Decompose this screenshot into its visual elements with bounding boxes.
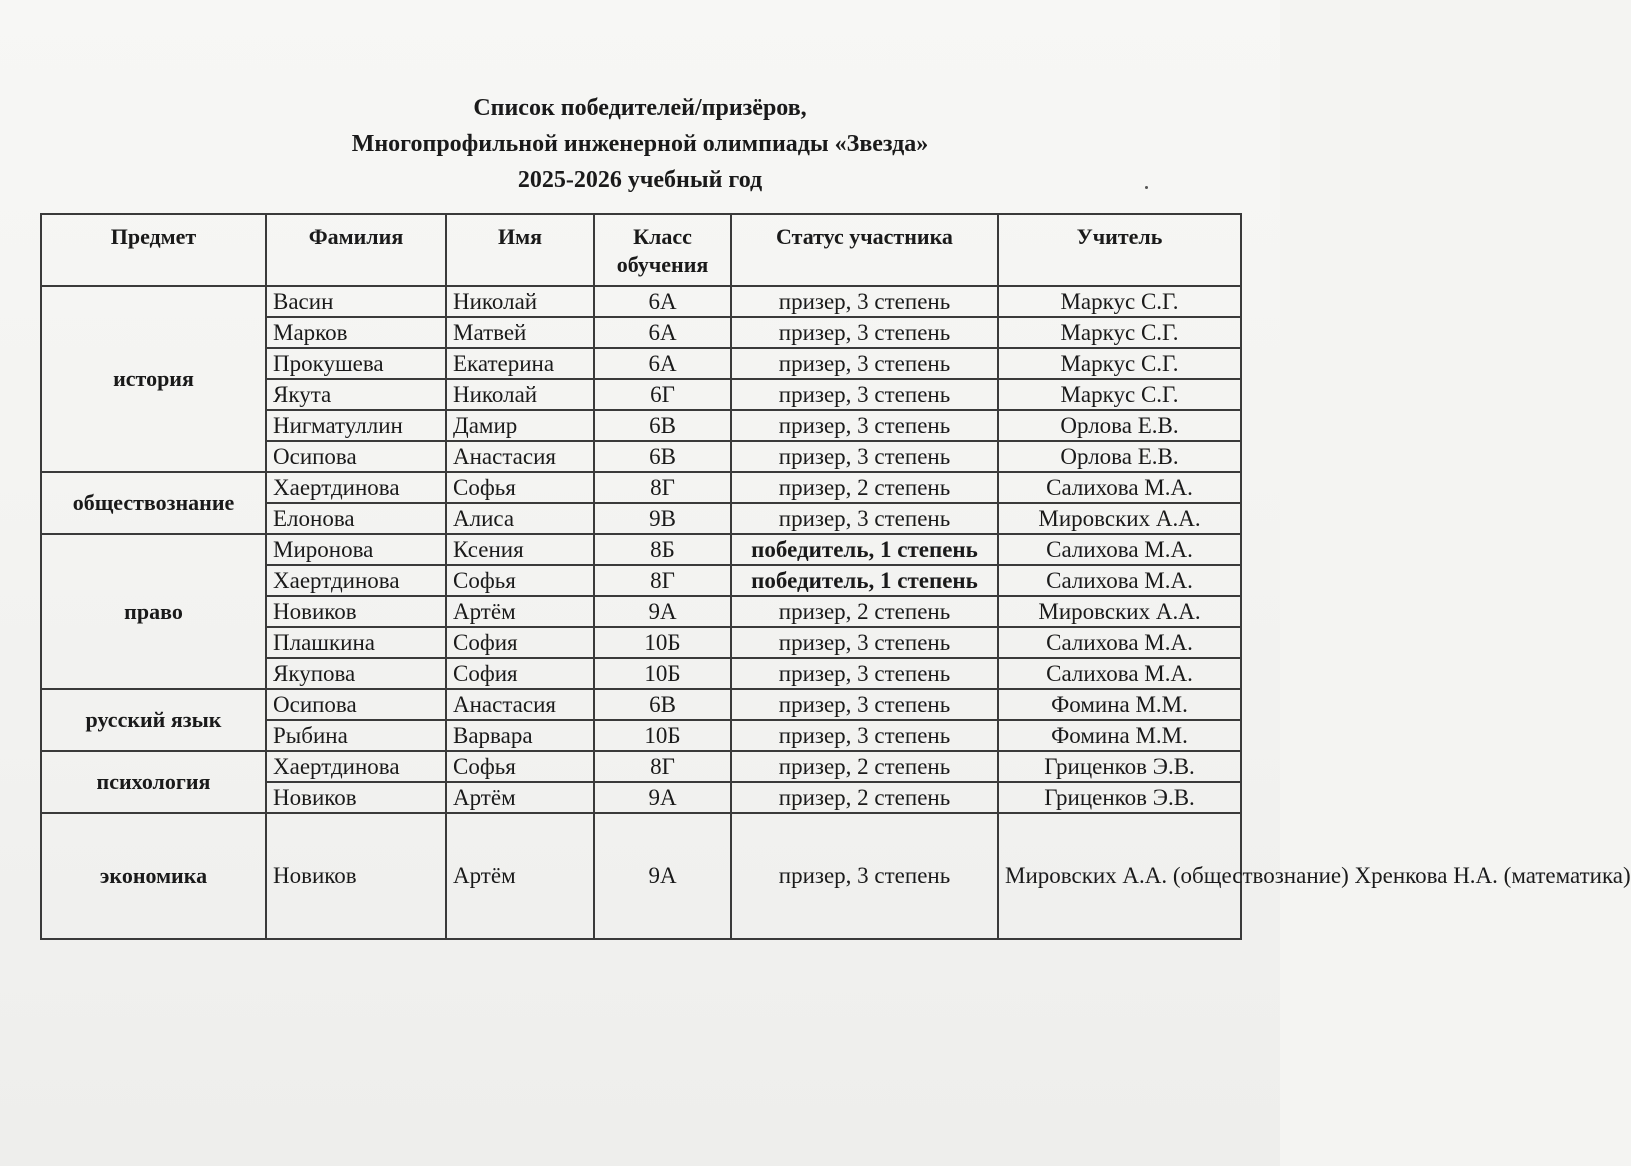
teacher-cell: Фомина М.М.: [998, 689, 1241, 720]
last-name-cell: Осипова: [266, 441, 446, 472]
header-teacher: Учитель: [998, 214, 1241, 286]
teacher-cell: Фомина М.М.: [998, 720, 1241, 751]
last-name-cell: Хаертдинова: [266, 472, 446, 503]
grade-cell: 6В: [594, 689, 731, 720]
teacher-cell: Маркус С.Г.: [998, 317, 1241, 348]
subject-cell: право: [41, 534, 266, 689]
status-cell: призер, 2 степень: [731, 782, 998, 813]
title-line-2: Многопрофильной инженерной олимпиады «Звезда»: [351, 131, 929, 157]
teacher-cell: Мировских А.А.: [998, 596, 1241, 627]
header-first-name: Имя: [446, 214, 594, 286]
grade-cell: 9В: [594, 503, 731, 534]
first-name-cell: Артём: [446, 782, 594, 813]
title-line-1: Список победителей/призёров,: [473, 95, 807, 121]
table-row: [41, 689, 1241, 720]
last-name-cell: Плашкина: [266, 627, 446, 658]
last-name-cell: Осипова: [266, 689, 446, 720]
teacher-cell: Салихова М.А.: [998, 565, 1241, 596]
ink-dot: [1145, 186, 1148, 189]
subject-cell: история: [41, 286, 266, 472]
teacher-cell: Салихова М.А.: [998, 658, 1241, 689]
first-name-cell: Анастасия: [446, 689, 594, 720]
teacher-cell: Салихова М.А.: [998, 472, 1241, 503]
last-name-cell: Марков: [266, 317, 446, 348]
subject-cell: экономика: [41, 813, 266, 939]
teacher-cell: Гриценков Э.В.: [998, 751, 1241, 782]
header-subject: Предмет: [41, 214, 266, 286]
first-name-cell: Артём: [446, 596, 594, 627]
last-name-cell: Миронова: [266, 534, 446, 565]
status-cell: призер, 3 степень: [731, 410, 998, 441]
header-last-name: Фамилия: [266, 214, 446, 286]
table-body: [41, 286, 1631, 939]
status-cell: призер, 3 степень: [731, 689, 998, 720]
status-cell: призер, 3 степень: [731, 503, 998, 534]
last-name-cell: Рыбина: [266, 720, 446, 751]
table-row: [41, 534, 1241, 565]
last-name-cell: Нигматуллин: [266, 410, 446, 441]
grade-cell: 6В: [594, 441, 731, 472]
grade-cell: 6А: [594, 317, 731, 348]
header-status: Статус участника: [731, 214, 998, 286]
teacher-cell: Гриценков Э.В.: [998, 782, 1241, 813]
first-name-cell: Николай: [446, 286, 594, 317]
status-cell: призер, 3 степень: [731, 379, 998, 410]
grade-cell: 10Б: [594, 720, 731, 751]
status-cell: призер, 3 степень: [731, 658, 998, 689]
first-name-cell: Екатерина: [446, 348, 594, 379]
teacher-cell: Мировских А.А.: [998, 503, 1241, 534]
title-line-3: 2025-2026 учебный год: [517, 167, 763, 193]
status-cell: призер, 3 степень: [731, 720, 998, 751]
teacher-cell: Мировских А.А. (обществознание) Хренкова Н.А. (математика): [998, 813, 1241, 939]
grade-cell: 8Г: [594, 472, 731, 503]
status-cell: призер, 3 степень: [731, 348, 998, 379]
first-name-cell: Анастасия: [446, 441, 594, 472]
last-name-cell: Якута: [266, 379, 446, 410]
first-name-cell: Артём: [446, 813, 594, 939]
grade-cell: 9А: [594, 782, 731, 813]
subject-cell: обществознание: [41, 472, 266, 534]
grade-cell: 6Г: [594, 379, 731, 410]
grade-cell: 8Г: [594, 751, 731, 782]
teacher-cell: Орлова Е.В.: [998, 441, 1241, 472]
first-name-cell: София: [446, 658, 594, 689]
status-cell: призер, 2 степень: [731, 596, 998, 627]
table-row: [41, 751, 1241, 782]
table-row: [41, 286, 1241, 317]
last-name-cell: Прокушева: [266, 348, 446, 379]
status-cell: призер, 3 степень: [731, 813, 998, 939]
grade-cell: 8Г: [594, 565, 731, 596]
teacher-cell: Маркус С.Г.: [998, 379, 1241, 410]
status-cell: призер, 3 степень: [731, 441, 998, 472]
last-name-cell: Васин: [266, 286, 446, 317]
document-title: [0, 90, 1280, 198]
subject-cell: русский язык: [41, 689, 266, 751]
teacher-cell: Маркус С.Г.: [998, 286, 1241, 317]
first-name-cell: Варвара: [446, 720, 594, 751]
header-grade: Класс обучения: [594, 214, 731, 286]
grade-cell: 8Б: [594, 534, 731, 565]
first-name-cell: Алиса: [446, 503, 594, 534]
grade-cell: 9А: [594, 596, 731, 627]
grade-cell: 10Б: [594, 658, 731, 689]
first-name-cell: Николай: [446, 379, 594, 410]
status-cell: призер, 3 степень: [731, 317, 998, 348]
status-cell: призер, 3 степень: [731, 286, 998, 317]
last-name-cell: Новиков: [266, 782, 446, 813]
table-row: [41, 813, 1241, 939]
winners-table: [40, 213, 1631, 940]
grade-cell: 6В: [594, 410, 731, 441]
last-name-cell: Хаертдинова: [266, 565, 446, 596]
teacher-cell: Салихова М.А.: [998, 627, 1241, 658]
subject-cell: психология: [41, 751, 266, 813]
first-name-cell: Матвей: [446, 317, 594, 348]
last-name-cell: Елонова: [266, 503, 446, 534]
last-name-cell: Якупова: [266, 658, 446, 689]
table-row: [41, 472, 1241, 503]
first-name-cell: Софья: [446, 565, 594, 596]
grade-cell: 9А: [594, 813, 731, 939]
teacher-cell: Салихова М.А.: [998, 534, 1241, 565]
grade-cell: 6А: [594, 348, 731, 379]
teacher-cell: Орлова Е.В.: [998, 410, 1241, 441]
grade-cell: 10Б: [594, 627, 731, 658]
status-cell: призер, 2 степень: [731, 472, 998, 503]
teacher-cell: Маркус С.Г.: [998, 348, 1241, 379]
table-header-row: [41, 214, 1241, 286]
first-name-cell: Дамир: [446, 410, 594, 441]
first-name-cell: Ксения: [446, 534, 594, 565]
status-cell: победитель, 1 степень: [731, 565, 998, 596]
status-cell: призер, 2 степень: [731, 751, 998, 782]
first-name-cell: Софья: [446, 751, 594, 782]
last-name-cell: Хаертдинова: [266, 751, 446, 782]
status-cell: победитель, 1 степень: [731, 534, 998, 565]
last-name-cell: Новиков: [266, 596, 446, 627]
first-name-cell: Софья: [446, 472, 594, 503]
status-cell: призер, 3 степень: [731, 627, 998, 658]
last-name-cell: Новиков: [266, 813, 446, 939]
grade-cell: 6А: [594, 286, 731, 317]
first-name-cell: София: [446, 627, 594, 658]
